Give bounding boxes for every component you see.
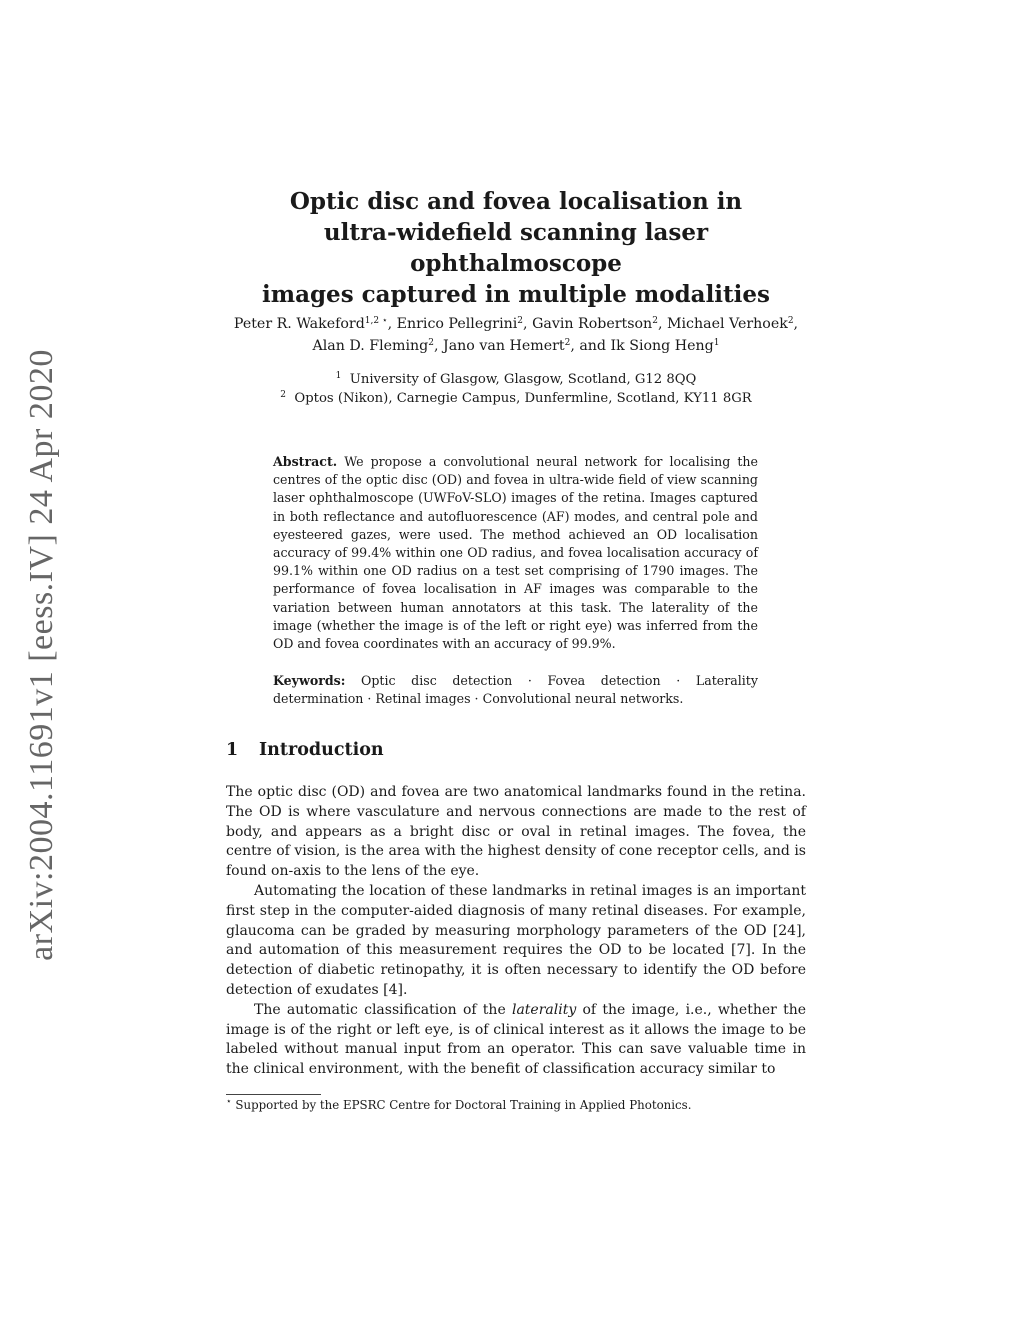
author-separator: , — [793, 316, 799, 332]
author-name: Enrico Pellegrini — [396, 316, 518, 332]
author-name: Gavin Robertson — [532, 316, 653, 332]
author-separator: , — [523, 316, 533, 332]
author-separator: , and — [570, 338, 611, 354]
author-name: Peter R. Wakeford — [233, 316, 365, 332]
affiliation-1 — [226, 370, 806, 389]
title-line-2: ultra-widefield scanning laser ophthalmoscope — [323, 219, 709, 277]
affiliation-number: 2 — [280, 390, 286, 400]
emphasis-laterality: laterality — [511, 1001, 577, 1018]
paragraph — [226, 1001, 806, 1080]
footnote-rule — [226, 1094, 321, 1095]
author-superscript: 1,2 ⋆ — [364, 316, 388, 326]
affiliation-2 — [226, 389, 806, 408]
author-name: Ik Siong Heng — [610, 338, 714, 354]
author-superscript: 2 — [652, 316, 658, 326]
author-separator: , — [657, 316, 667, 332]
affiliations — [226, 370, 806, 408]
paragraph-text: of the image, i.e., whether the image is of the right or left eye, is of clinical interest as it allows the image to be labeled without manual input from an operator. This can save valuable time in the clinical environment, with the benefit of classification accuracy similar to — [226, 1001, 807, 1078]
title-line-1: Optic disc and fovea localisation in — [289, 188, 743, 215]
author-separator: , — [433, 338, 444, 354]
affiliation-text: Optos (Nikon), Carnegie Campus, Dunfermline, Scotland, KY11 8GR — [294, 391, 752, 406]
author-name: Alan D. Fleming — [312, 338, 429, 354]
abstract-label: Abstract. — [273, 454, 338, 469]
paragraph-text: The automatic classification of the — [254, 1001, 512, 1018]
author-name: Jano van Hemert — [443, 338, 565, 354]
affiliation-number: 1 — [335, 371, 342, 381]
keywords — [273, 672, 758, 708]
affiliation-text: University of Glasgow, Glasgow, Scotland, G12 8QQ — [349, 372, 697, 387]
abstract-text: We propose a convolutional neural network for localising the centres of the optic disc (OD) and fovea in ultra-wide field of view scanning laser ophthalmoscope (UWFoV-SLO) images of the retina. Images captured in both reflectance and autofluorescence (AF) modes, and central pole and eyesteered gazes, were used. The method achieved an OD localisation accuracy of 99.4% within one OD radius, and fovea localisation accuracy of 99.1% within one OD radius on a test set comprising of 1790 images. The performance of fovea localisation in AF images was comparable to the variation between human annotators at this task. The laterality of the image (whether the image is of the left or right eye) was inferred from the OD and fovea coordinates with an accuracy of 99.9%. — [273, 454, 758, 652]
arxiv-stamp — [20, 350, 64, 960]
footnote — [226, 1096, 806, 1114]
author-superscript: 1 — [713, 338, 720, 348]
paper-title — [226, 186, 806, 310]
keywords-label: Keywords: — [273, 673, 346, 688]
author-separator: , — [387, 316, 397, 332]
author-superscript: 2 — [517, 316, 524, 326]
keywords-text: Optic disc detection · Fovea detection · Laterality determination · Retinal images · Convolutional neural networks. — [273, 673, 758, 707]
abstract — [273, 453, 758, 653]
arxiv-stamp-text: arXiv:2004.11691v1 [eess.IV] 24 Apr 2020 — [23, 349, 61, 961]
body-text — [226, 783, 806, 1080]
footnote-text: Supported by the EPSRC Centre for Doctoral Training in Applied Photonics. — [235, 1098, 692, 1112]
section-title: Introduction — [259, 740, 384, 760]
paragraph: Automating the location of these landmarks in retinal images is an important first step in the computer-aided diagnosis of many retinal diseases. For example, glaucoma can be graded by measuring morphology parameters of the OD [24], and automation of this measurement requires the OD to be located [7]. In the detection of diabetic retinopathy, it is often necessary to identify the OD before detection of exudates [4]. — [226, 882, 806, 998]
paragraph: The optic disc (OD) and fovea are two anatomical landmarks found in the retina. The OD is where vasculature and nervous connections are made to the rest of body, and appears as a bright disc or oval in retinal images. The fovea, the centre of vision, is the area with the highest density of cone receptor cells, and is found on-axis to the lens of the eye. — [226, 784, 806, 880]
author-list — [226, 313, 806, 357]
footnote-mark: ⋆ — [226, 1097, 232, 1107]
section-number: 1 — [226, 740, 239, 760]
author-superscript: 2 — [564, 338, 571, 348]
author-name: Michael Verhoek — [666, 316, 788, 332]
title-line-3: images captured in multiple modalities — [262, 281, 770, 308]
section-heading — [226, 740, 806, 760]
author-superscript: 2 — [428, 338, 434, 348]
author-superscript: 2 — [787, 316, 794, 326]
